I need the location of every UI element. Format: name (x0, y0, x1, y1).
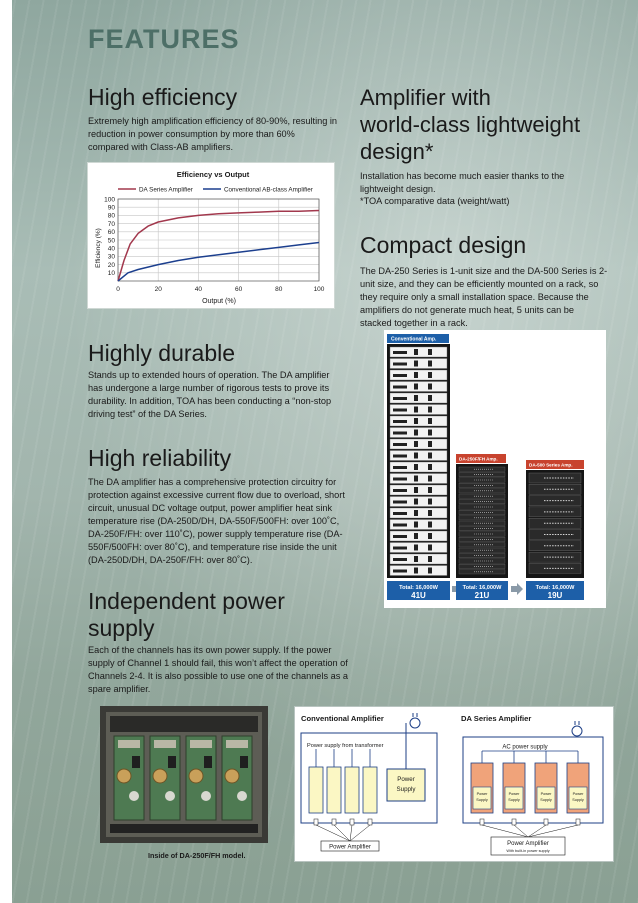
total-conventional: Total: 16,000W (399, 585, 438, 591)
plug-icon (410, 718, 420, 728)
y-tick-label: 90 (107, 204, 115, 212)
conventional-supply-label: Power supply from transformer (307, 743, 384, 749)
power-supply-diagram-svg (295, 707, 613, 861)
da-channel-power-supply-word2: Supply (476, 798, 488, 802)
high-efficiency-body: Extremely high amplification efficiency of 80-90%, resulting in reduction in power consumption by more than 60% compared with Class-AB amplifiers. (88, 116, 338, 152)
x-tick-label: 0 (116, 286, 120, 293)
arrow-right-icon (511, 583, 523, 595)
durable-heading: Highly durable (88, 340, 236, 366)
y-tick-label: 80 (107, 212, 115, 220)
durable-body: Stands up to extended hours of operation. The DA amplifier has undergone a large number of rigorous tests to prove its durability. In addition, TOA has been conducting a “non-stop driving test” of the DA Series. (88, 370, 332, 419)
compact-heading: Compact design (360, 232, 527, 258)
da-amp-label: Power Amplifier (507, 841, 549, 847)
reliability-heading: High reliability (88, 445, 232, 471)
amplifier-photo-illustration (100, 706, 268, 843)
lightweight-body: Installation has become much easier thanks to the lightweight design. (360, 171, 565, 194)
independent-body: Each of the channels has its own power supply. If the power supply of Channel 1 should fail, this won’t affect the operation of Channels 2-4. It is also possible to use one of the channels as a spare amplifier. (88, 645, 348, 694)
power-supply-diagram (294, 706, 614, 862)
chart-legend (118, 187, 313, 194)
x-tick-label: 40 (194, 286, 203, 293)
da-channel-power-supply-word1: Power (540, 792, 552, 796)
y-tick-label: 50 (107, 237, 115, 245)
conventional-amp-channel (363, 767, 377, 813)
lightweight-note: *TOA comparative data (weight/watt) (360, 196, 510, 206)
da-supply-label: AC power supply (502, 744, 548, 751)
legend-label-da: DA Series Amplifier (139, 186, 193, 194)
conventional-amp-channel (345, 767, 359, 813)
conventional-diagram-title: Conventional Amplifier (301, 714, 384, 723)
conventional-power-supply-box (387, 769, 425, 801)
efficiency-chart-svg (88, 163, 334, 308)
x-tick-label: 20 (154, 286, 162, 293)
conventional-label: Conventional Amp. (391, 336, 437, 343)
y-tick-label: 60 (107, 229, 115, 237)
photo-caption: Inside of DA-250F/FH model. (148, 851, 246, 860)
legend-label-conventional: Conventional AB-class Amplifier (224, 186, 313, 194)
units-da250: 21U (474, 591, 490, 600)
lightweight-heading-line-2: world-class lightweight (360, 112, 581, 137)
chart-title: Efficiency vs Output (176, 170, 250, 179)
amplifier-internal-photo (100, 706, 268, 843)
units-da500: 19U (547, 591, 563, 600)
da-channel-power-supply-word2: Supply (572, 798, 584, 802)
total-da500: Total: 16,000W (535, 585, 575, 591)
da-channel-power-supply-word1: Power (476, 792, 488, 796)
plot-area (104, 196, 325, 293)
lightweight-heading-line-1: Amplifier with (360, 85, 491, 110)
x-tick-label: 80 (275, 286, 283, 293)
independent-heading-line-2: supply (88, 615, 155, 641)
y-tick-label: 40 (107, 245, 115, 253)
lightweight-heading (360, 84, 580, 165)
da-channel-power-supply-word2: Supply (508, 798, 520, 802)
x-axis-label: Output (%) (202, 298, 236, 305)
independent-heading-line-1: Independent power (88, 588, 285, 614)
plug-icon (572, 726, 582, 736)
units-conventional: 41U (411, 591, 426, 600)
x-tick-label: 60 (234, 286, 243, 293)
plug-prongs (413, 713, 417, 717)
high-efficiency-heading: High efficiency (88, 84, 238, 110)
conventional-power-supply-word1: Power (397, 776, 415, 783)
y-tick-label: 70 (107, 220, 115, 228)
da250-label: DA-250F/FH Amp. (459, 456, 498, 462)
rack-comparison-panel (384, 330, 606, 608)
rack-comparison-svg (384, 330, 606, 608)
da500-rack-units (529, 473, 581, 573)
da-channel-power-supply-word1: Power (572, 792, 584, 796)
da500-label: DA-500 Series Amp. (529, 462, 573, 468)
y-axis-label: Efficiency (%) (95, 228, 102, 268)
lightweight-heading-line-3: design* (360, 139, 434, 164)
efficiency-chart (87, 162, 335, 309)
y-tick-label: 30 (107, 253, 115, 261)
da-channel-power-supply-word1: Power (508, 792, 520, 796)
conventional-amp-channel (327, 767, 341, 813)
compact-body: The DA-250 Series is 1-unit size and the DA-500 Series is 2-unit size, and they can be efficiently mounted on a rack, so they require only a small installation space. Because the amplifiers do not generate much heat, 5 units can be stacked together in a rack. (360, 266, 608, 328)
conventional-amp-channel (309, 767, 323, 813)
conventional-amp-label: Power Amplifier (329, 844, 371, 851)
da-channel-power-supply-word2: Supply (540, 798, 552, 802)
da-diagram-title: DA Series Amplifier (461, 714, 532, 723)
page-title: FEATURES (88, 24, 240, 54)
independent-heading (88, 588, 285, 642)
y-tick-label: 20 (107, 261, 115, 269)
y-tick-label: 100 (104, 196, 115, 204)
reliability-body: The DA amplifier has a comprehensive protection circuitry for protection against excessive current flow due to overload, short circuit, unusual DC voltage output, power amplifier heat sink temperature rise (DA-250D/DH, DA-550F/500FH: over 100˚C, DA-250F/FH: over 110˚C), power supply temperature rise (DA-550F/500FH: over 80˚C), and temperature rise inside the unit (DA-250D/DH, DA-250F/FH: over 80˚C). (88, 477, 345, 565)
da-amp-sub: With built-in power supply (506, 849, 550, 853)
conventional-power-supply-word2: Supply (396, 786, 416, 793)
plug-prongs (575, 721, 579, 725)
x-tick-label: 100 (313, 286, 325, 293)
total-da250: Total: 16,000W (462, 585, 502, 591)
y-tick-label: 10 (107, 270, 115, 278)
